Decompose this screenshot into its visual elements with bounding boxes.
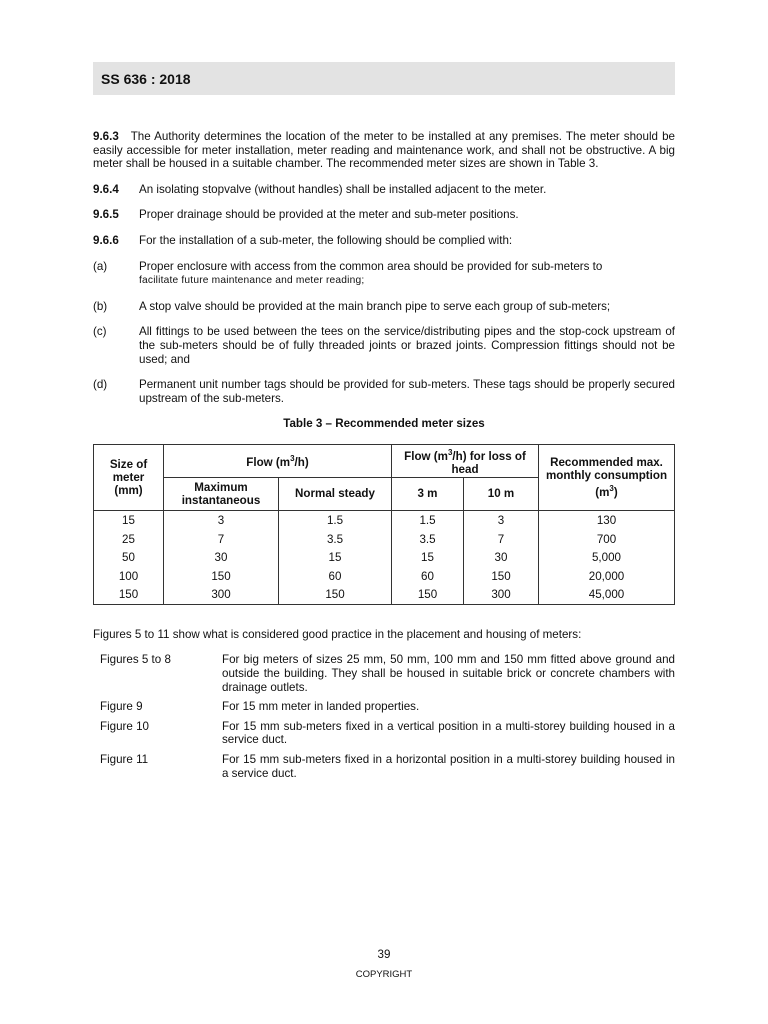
item-text: All fittings to be used between the tees on the service/distributing pipes and the stop-cock upstream of the sub-meters should be of fully threaded joints or brazed joints. Compression fittings should not be used; and [139, 325, 675, 366]
item-label: (d) [93, 378, 108, 392]
table-cell: 60 [392, 567, 464, 586]
list-item-d [93, 378, 675, 405]
figure-list-item [93, 653, 675, 694]
list-item-b [93, 300, 675, 314]
item-text: A stop valve should be provided at the main branch pipe to serve each group of sub-meters; [139, 299, 611, 313]
table-cell: 3 [464, 510, 539, 529]
table-row [94, 548, 675, 567]
clause-text: An isolating stopvalve (without handles) shall be installed adjacent to the meter. [139, 182, 547, 196]
table-cell: 300 [164, 585, 279, 604]
figure-description: For big meters of sizes 25 mm, 50 mm, 100 mm and 150 mm fitted above ground and outside the building. They shall be housed in suitable brick or concrete chambers with drainage outlets. [222, 653, 675, 694]
header-3m: 3 m [392, 477, 464, 510]
clause-9-6-5 [93, 208, 675, 222]
standard-title: SS 636 : 2018 [101, 71, 191, 87]
table-cell: 3.5 [392, 530, 464, 549]
list-item-c [93, 325, 675, 366]
table-cell: 20,000 [539, 567, 675, 586]
table-row [94, 530, 675, 549]
table-cell: 15 [279, 548, 392, 567]
clause-text: For the installation of a sub-meter, the following should be complied with: [139, 233, 513, 247]
figure-description: For 15 mm meter in landed properties. [222, 700, 420, 714]
clause-text: The Authority determines the location of the meter to be installed at any premises. The meter should be easily accessible for meter installation, meter reading and maintenance work, and shall not be obstructive. A big meter shall be housed in a suitable chamber. The recommended meter sizes are shown in Table 3. [93, 130, 675, 171]
table-cell: 100 [94, 567, 164, 586]
table-cell: 5,000 [539, 548, 675, 567]
clause-number: 9.6.5 [93, 208, 119, 222]
figure-description: For 15 mm sub-meters fixed in a horizontal position in a multi-storey building housed in a service duct. [222, 753, 675, 780]
figure-label: Figure 10 [100, 719, 149, 733]
table-cell: 45,000 [539, 585, 675, 604]
table-cell: 150 [392, 585, 464, 604]
table-cell: 130 [539, 510, 675, 529]
figure-label: Figures 5 to 8 [100, 653, 171, 667]
table-cell: 150 [464, 567, 539, 586]
table-cell: 7 [464, 530, 539, 549]
header-loss-of-head: Flow $(m^3/h)$ for loss of head [392, 444, 539, 477]
table-cell: 300 [464, 585, 539, 604]
table-cell: 150 [94, 585, 164, 604]
table-cell: 150 [164, 567, 279, 586]
table-cell: 3 [164, 510, 279, 529]
page-content [93, 130, 675, 786]
item-label: (a) [93, 259, 108, 273]
table-cell: 60 [279, 567, 392, 586]
item-label: (b) [93, 299, 108, 313]
header-size: Size of meter (mm) [94, 444, 164, 510]
table-cell: 15 [392, 548, 464, 567]
figure-list [93, 653, 675, 780]
figure-list-item [93, 753, 675, 780]
table-row [94, 567, 675, 586]
table-cell: 1.5 [279, 510, 392, 529]
table-cell: 15 [94, 510, 164, 529]
figure-list-item [93, 720, 675, 747]
header-max-instantaneous: Maximum instantaneous [164, 477, 279, 510]
item-text-continued: facilitate future maintenance and meter reading; [139, 275, 365, 287]
figure-description: For 15 mm sub-meters fixed in a vertical position in a multi-storey building housed in a service duct. [222, 719, 675, 747]
clause-9-6-6 [93, 234, 675, 248]
header-normal-steady: Normal steady [279, 477, 392, 510]
item-text: Permanent unit number tags should be provided for sub-meters. These tags should be properly secured upstream of the sub-meters. [139, 378, 675, 405]
table-cell: 3.5 [279, 530, 392, 549]
figure-list-item [93, 700, 675, 714]
figure-label: Figure 9 [100, 700, 143, 714]
figures-intro: Figures 5 to 11 show what is considered good practice in the placement and housing of meters: [93, 627, 582, 641]
document-header [93, 62, 675, 95]
table-caption: Table 3 – Recommended meter sizes [283, 417, 485, 431]
page-number: 39 [377, 948, 391, 961]
table-row [94, 585, 675, 604]
figure-label: Figure 11 [100, 753, 149, 767]
list-item-a [93, 260, 675, 288]
table-row [94, 510, 675, 529]
meter-sizes-table [93, 444, 675, 605]
copyright-notice: COPYRIGHT [355, 969, 413, 980]
header-flow: Flow $(m^3/h)$ [164, 444, 392, 477]
item-label: (c) [93, 325, 107, 339]
table-cell: 700 [539, 530, 675, 549]
table-cell: 25 [94, 530, 164, 549]
clause-number: 9.6.4 [93, 182, 119, 196]
clause-9-6-4 [93, 183, 675, 197]
clause-9-6-3 [93, 130, 675, 171]
table-cell: 50 [94, 548, 164, 567]
header-recommended: Recommended max. monthly consumption $(m^3)$ [539, 444, 675, 510]
table-cell: 1.5 [392, 510, 464, 529]
item-text: Proper enclosure with access from the common area should be provided for sub-meters to [139, 259, 603, 273]
table-cell: 30 [464, 548, 539, 567]
table-cell: 7 [164, 530, 279, 549]
table-cell: 150 [279, 585, 392, 604]
table-cell: 30 [164, 548, 279, 567]
clause-text: Proper drainage should be provided at the meter and sub-meter positions. [139, 208, 519, 222]
header-10m: 10 m [464, 477, 539, 510]
clause-number: 9.6.3 [93, 130, 119, 143]
clause-number: 9.6.6 [93, 233, 119, 247]
